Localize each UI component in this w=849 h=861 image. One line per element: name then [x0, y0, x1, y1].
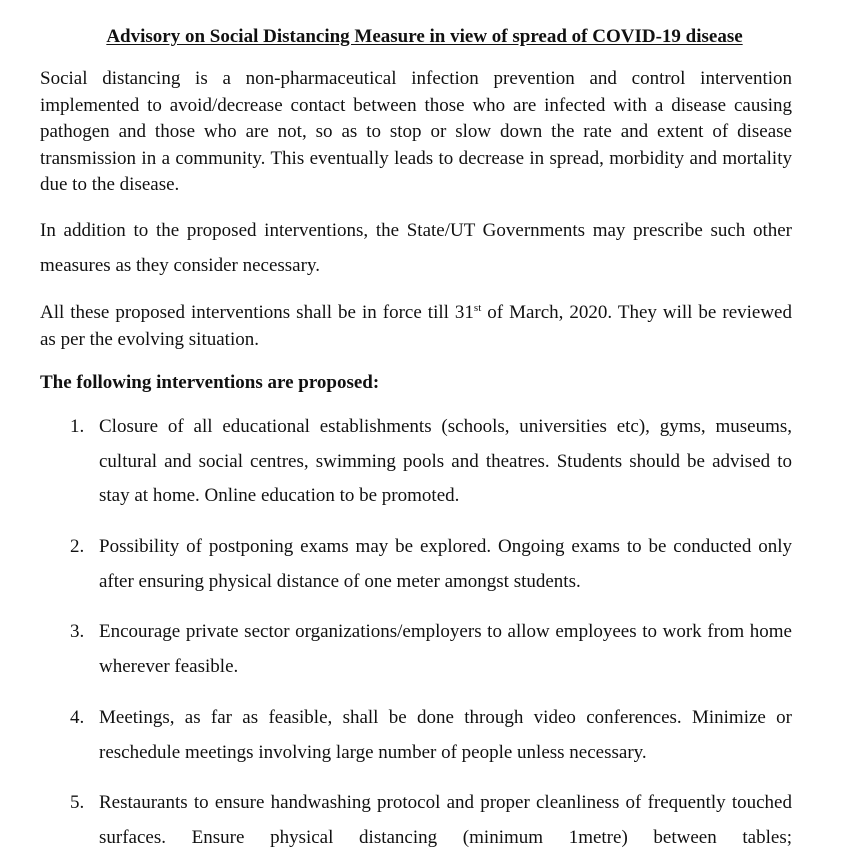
force-text-before: All these proposed interventions shall be in force till 31: [40, 302, 474, 323]
intervention-text: Possibility of postponing exams may be explored. Ongoing exams to be conducted only after ensuring physical distance of one meter amongst students.: [99, 536, 792, 592]
intervention-text: Closure of all educational establishments (schools, universities etc), gyms, museums, cultural and social centres, swimming pools and theatres. Students should be advised to stay at home. Online education to be promoted.: [99, 416, 792, 506]
intervention-item: [70, 615, 792, 684]
intervention-number: 1.: [70, 416, 85, 437]
intervention-item: [70, 786, 792, 855]
intervention-number: 5.: [70, 792, 85, 813]
document-title-text: Advisory on Social Distancing Measure in view of spread of COVID-19 disease: [106, 26, 743, 47]
intervention-number: 2.: [70, 536, 85, 557]
intervention-text: Meetings, as far as feasible, shall be done through video conferences. Minimize or reschedule meetings involving large number of people unless necessary.: [99, 707, 792, 763]
intervention-item: [70, 701, 792, 770]
document-title: [0, 24, 849, 50]
interventions-heading: The following interventions are proposed:: [40, 372, 380, 393]
intervention-text: Restaurants to ensure handwashing protocol and proper cleanliness of frequently touched surfaces. Ensure physical distancing (minimum 1metre) between tables;: [99, 792, 792, 848]
intervention-number: 4.: [70, 707, 85, 728]
force-text-after: of March, 2020. They will be reviewed as per the evolving situation.: [40, 302, 792, 350]
intervention-item: [70, 530, 792, 599]
intervention-text: Encourage private sector organizations/employers to allow employees to work from home wherever feasible.: [99, 621, 792, 677]
state-ut-paragraph: In addition to the proposed interventions, the State/UT Governments may prescribe such other measures as they consider necessary.: [40, 220, 792, 276]
intervention-number: 3.: [70, 621, 85, 642]
intervention-item: [70, 410, 792, 514]
ordinal-superscript: st: [473, 302, 482, 314]
definition-paragraph: Social distancing is a non-pharmaceutical infection prevention and control intervention implemented to avoid/decrease contact between those who are infected with a disease causing pathogen and those who are not, so as to stop or slow down the rate and extent of disease transmission in a community. This eventually leads to decrease in spread, morbidity and mortality due to the disease.: [40, 68, 792, 195]
force-duration-paragraph: [40, 299, 792, 353]
